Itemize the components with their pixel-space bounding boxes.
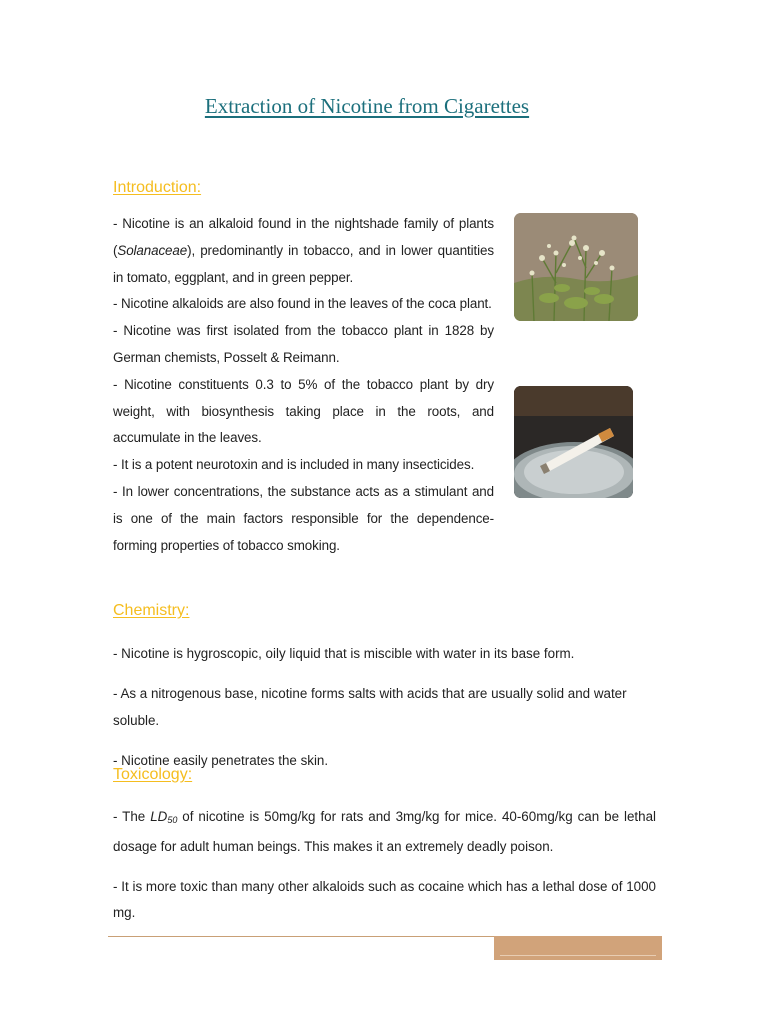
tox-p1-start: - The — [113, 809, 151, 824]
cigarette-ashtray-photo — [514, 386, 633, 498]
chem-paragraph-2: - As a nitrogenous base, nicotine forms salts with acids that are usually solid and water soluble. — [113, 686, 627, 729]
tox-paragraph-2: - It is more toxic than many other alkaloids such as cocaine which has a lethal dose of 1000 mg. — [113, 878, 656, 921]
toxicology-heading: Toxicology: — [113, 766, 193, 783]
toxicology-text — [113, 804, 656, 927]
intro-p1-start: - Nicotine is an alkaloid found in the nightshade family of plants ( — [113, 216, 494, 258]
tobacco-plant-photo — [514, 213, 638, 321]
intro-paragraph-1 — [113, 211, 494, 291]
tox-p1-end: of nicotine is 50mg/kg for rats and 3mg/kg for mice. 40-60mg/kg can be lethal dosage for adult human beings. This makes it an extremely deadly poison. — [113, 809, 657, 854]
intro-paragraph-6: - In lower concentrations, the substance acts as a stimulant and is one of the main factors responsible for the dependence-forming properties of tobacco smoking. — [113, 483, 494, 553]
footer-rule — [108, 936, 495, 937]
chemistry-heading: Chemistry: — [113, 602, 190, 619]
intro-paragraph-4: - Nicotine constituents 0.3 to 5% of the tobacco plant by dry weight, with biosynthesis taking place in the roots, and accumulate in the leaves. — [113, 376, 494, 446]
intro-paragraph-2: - Nicotine alkaloids are also found in the leaves of the coca plant. — [113, 296, 492, 312]
footer-bar — [494, 936, 662, 960]
document-title: Extraction of Nicotine from Cigarettes — [204, 94, 530, 118]
intro-paragraph-3: - Nicotine was first isolated from the tobacco plant in 1828 by German chemists, Posselt & Reimann. — [113, 323, 494, 365]
introduction-text — [113, 211, 494, 559]
footer-bar-inner-line — [500, 955, 656, 956]
chem-paragraph-1: - Nicotine is hygroscopic, oily liquid that is miscible with water in its base form. — [113, 646, 575, 661]
chem-paragraph-3: - Nicotine easily penetrates the skin. — [113, 753, 329, 769]
ld-text: LD — [150, 809, 168, 824]
chemistry-text — [113, 641, 658, 789]
intro-paragraph-5: - It is a potent neurotoxin and is included in many insecticides. — [113, 457, 475, 473]
tox-paragraph-1 — [113, 804, 656, 861]
intro-p1-end: ), predominantly in tobacco, and in lower quantities in tomato, eggplant, and in green pepper. — [113, 242, 494, 285]
ld50-term — [150, 809, 177, 824]
intro-p1-family: Solanaceae — [117, 242, 188, 258]
ld-subscript: 50 — [167, 815, 178, 825]
introduction-heading: Introduction: — [113, 179, 202, 196]
